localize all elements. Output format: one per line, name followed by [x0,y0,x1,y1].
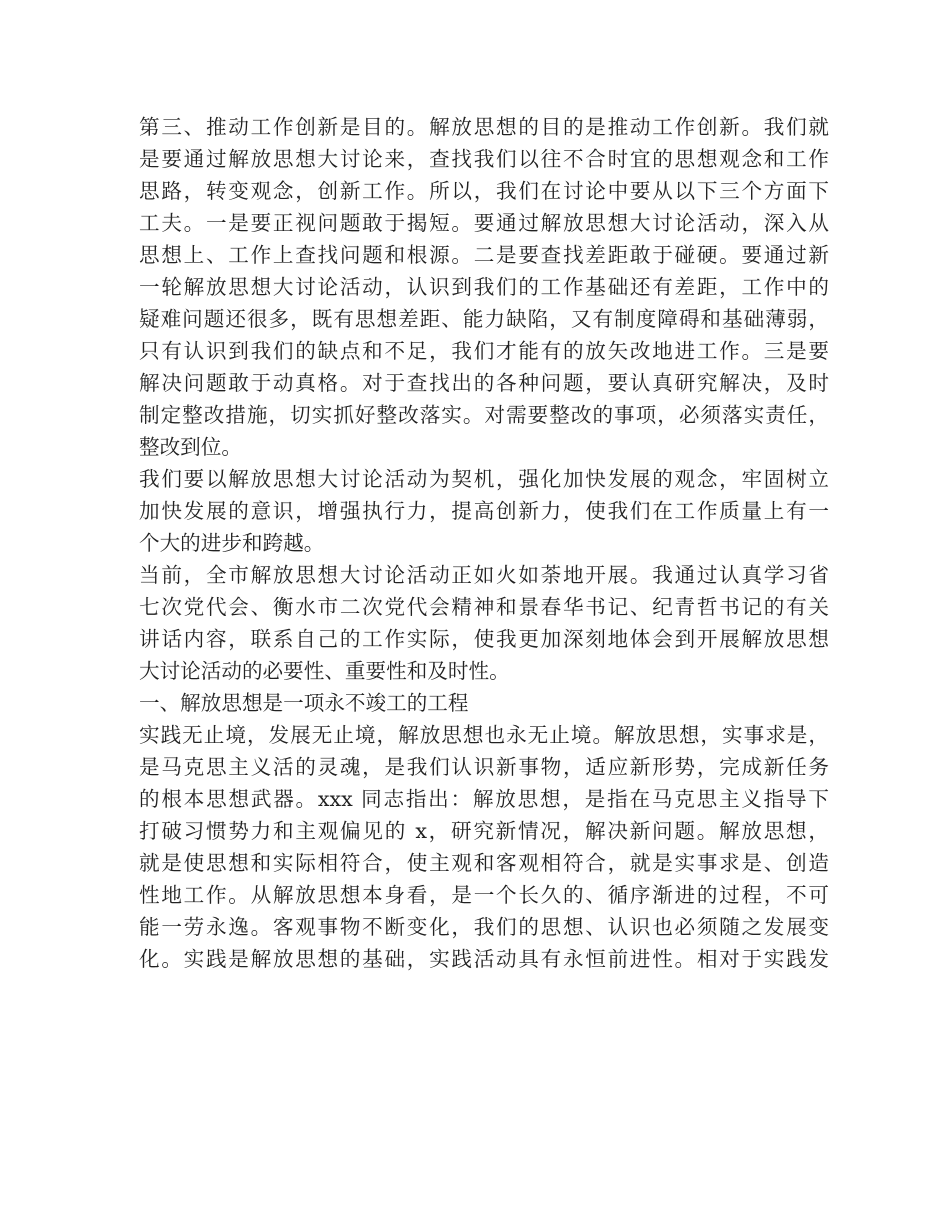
text-line: 化。实践是解放思想的基础，实践活动具有永恒前进性。相对于实践发 [139,947,829,971]
text-line: 讲话内容，联系自己的工作实际，使我更加深刻地体会到开展解放思想 [139,627,829,651]
text-line: 七次党代会、衡水市二次党代会精神和景春华书记、纪青哲书记的有关 [139,595,829,619]
text-line: 制定整改措施，切实抓好整改落实。对需要整改的事项，必须落实责任， [139,403,829,427]
text-line: 第三、推动工作创新是目的。解放思想的目的是推动工作创新。我们就 [139,115,829,139]
document-body [139,111,829,975]
text-line: 打破习惯势力和主观偏见的 x，研究新情况，解决新问题。解放思想， [139,819,829,843]
text-line: 实践无止境，发展无止境，解放思想也永无止境。解放思想，实事求是， [139,723,829,747]
text-line: 一轮解放思想大讨论活动，认识到我们的工作基础还有差距，工作中的 [139,275,829,299]
text-line: 是马克思主义活的灵魂，是我们认识新事物，适应新形势，完成新任务 [139,755,829,779]
text-line: 疑难问题还很多，既有思想差距、能力缺陷，又有制度障碍和基础薄弱， [139,307,829,331]
text-line: 我们要以解放思想大讨论活动为契机，强化加快发展的观念，牢固树立 [139,467,829,491]
text-line: 大讨论活动的必要性、重要性和及时性。 [139,659,510,683]
text-line: 就是使思想和实际相符合，使主观和客观相符合，就是实事求是、创造 [139,851,829,875]
text-line: 能一劳永逸。客观事物不断变化，我们的思想、认识也必须随之发展变 [139,915,829,939]
text-line: 个大的进步和跨越。 [139,531,325,555]
text-line: 整改到位。 [139,435,242,459]
text-line: 性地工作。从解放思想本身看，是一个长久的、循序渐进的过程，不可 [139,883,829,907]
text-line: 思想上、工作上查找问题和根源。二是要查找差距敢于碰硬。要通过新 [139,243,829,267]
text-line: 思路，转变观念，创新工作。所以，我们在讨论中要从以下三个方面下 [139,179,829,203]
text-line: 加快发展的意识，增强执行力，提高创新力，使我们在工作质量上有一 [139,499,829,523]
text-line: 的根本思想武器。xxx 同志指出：解放思想，是指在马克思主义指导下 [139,787,829,811]
text-line: 只有认识到我们的缺点和不足，我们才能有的放矢改地进工作。三是要 [139,339,829,363]
text-line: 一、解放思想是一项永不竣工的工程 [139,691,469,715]
text-line: 是要通过解放思想大讨论来，查找我们以往不合时宜的思想观念和工作 [139,147,829,171]
text-line: 解决问题敢于动真格。对于查找出的各种问题，要认真研究解决，及时 [139,371,829,395]
text-line: 工夫。一是要正视问题敢于揭短。要通过解放思想大讨论活动，深入从 [139,211,829,235]
text-line: 当前，全市解放思想大讨论活动正如火如荼地开展。我通过认真学习省 [139,563,829,587]
